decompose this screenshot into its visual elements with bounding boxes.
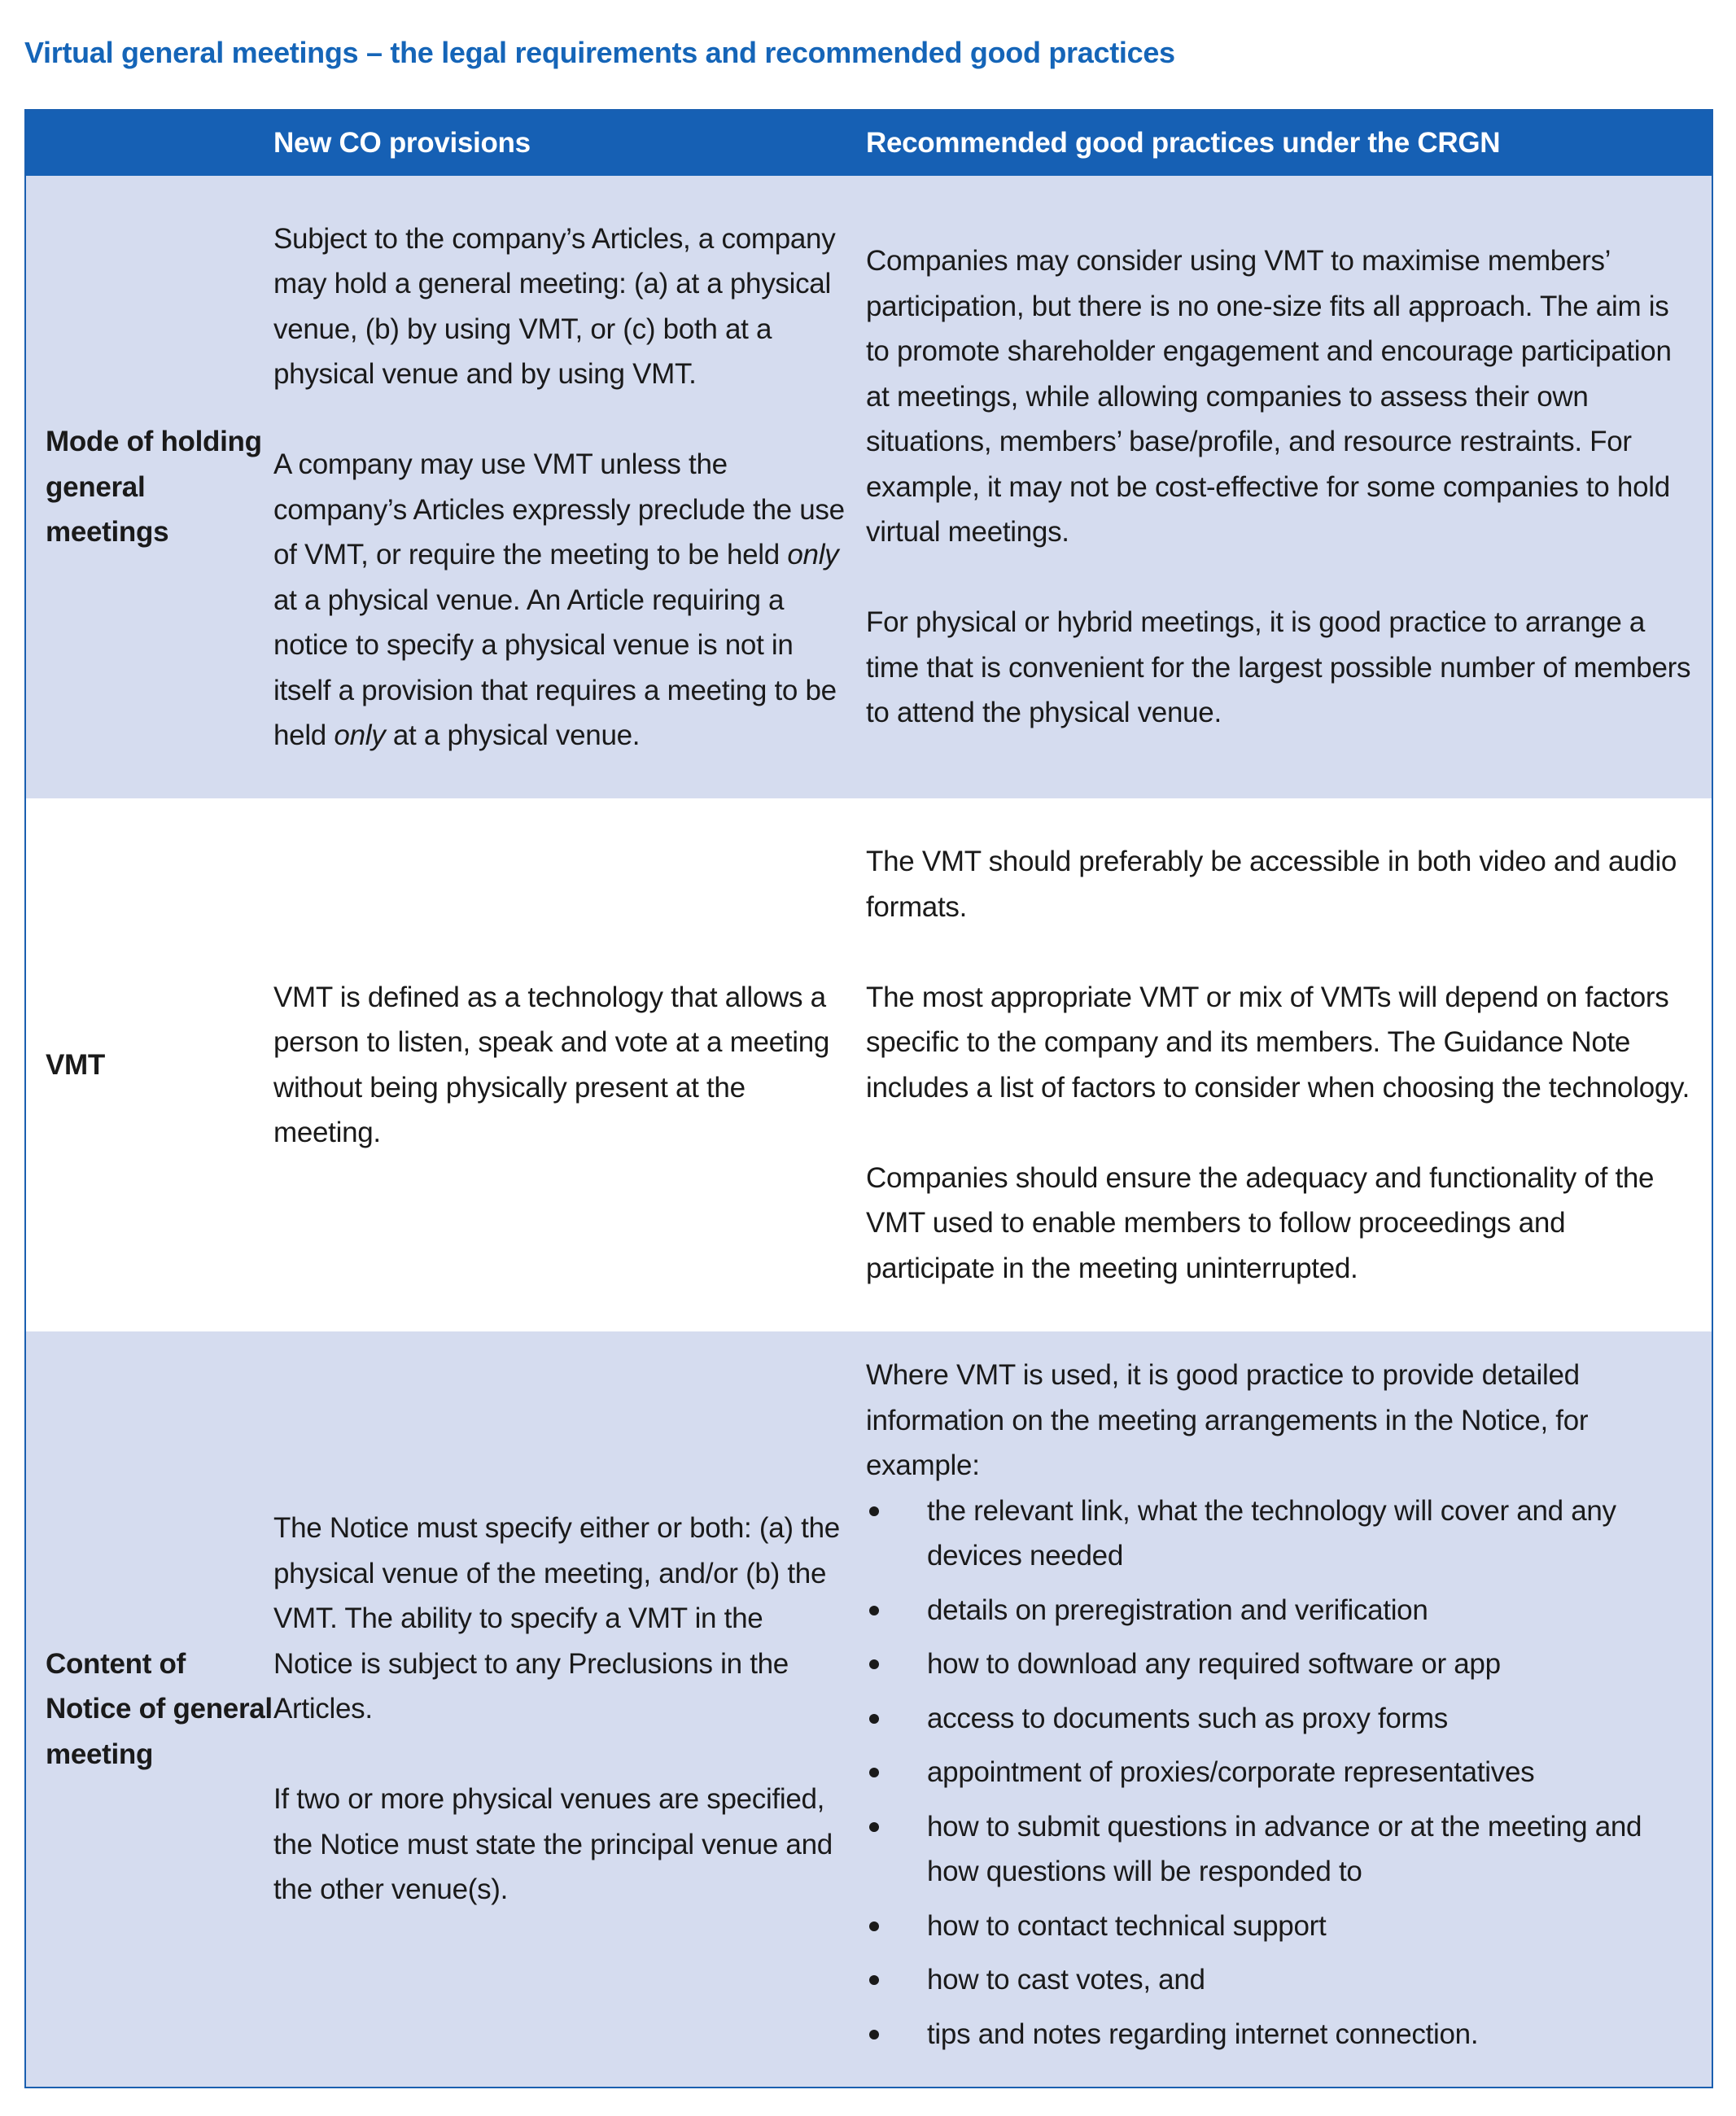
bullet-icon: [869, 1822, 879, 1832]
list-item: [866, 1957, 1697, 2003]
requirements-table: [24, 109, 1713, 2088]
list-item: [866, 1904, 1697, 1949]
page-title: Virtual general meetings – the legal requirements and recommended good practices: [24, 36, 1175, 69]
list-item-text: details on preregistration and verification: [927, 1594, 1428, 1626]
gp-paragraph: Companies may consider using VMT to maximise members’ participation, but there is no one-size fits all approach. The aim is to promote shareholder engagement and encourage participation at meetings, while allowing companies to assess their own situations, members’ base/profile, and resource restraints. For example, it may not be cost-effective for some companies to hold virtual meetings.: [866, 245, 1672, 549]
list-item-text: access to documents such as proxy forms: [927, 1702, 1448, 1734]
co-paragraph: If two or more physical venues are specified, the Notice must state the principal venue and the other venue(s).: [273, 1783, 833, 1906]
good-practice-cell: [866, 798, 1712, 1331]
co-paragraph: A company may use VMT unless the company’s Articles expressly preclude the use of VMT, or require the meeting to be held only at a physical venue. An Article requiring a notice to specify a physical venue is not in itself a provision that requires a meeting to be held only at a physical venue.: [273, 448, 845, 751]
list-item-text: how to cast votes, and: [927, 1964, 1205, 1996]
list-item-text: tips and notes regarding internet connection.: [927, 2018, 1479, 2050]
co-provisions-cell: [273, 1331, 866, 2087]
row-label: Content of Notice of general meeting: [46, 1647, 273, 1770]
bullet-icon: [869, 1506, 879, 1516]
bullet-icon: [869, 1606, 879, 1615]
list-item: [866, 1804, 1697, 1895]
list-item-text: how to submit questions in advance or at the meeting and how questions will be responded to: [927, 1810, 1642, 1887]
row-label: VMT: [46, 1048, 105, 1081]
co-paragraph: VMT is defined as a technology that allows a person to listen, speak and vote at a meeting without being physically present at the meeting.: [273, 981, 830, 1148]
table-row-vmt: [26, 798, 1712, 1331]
list-item: [866, 2012, 1697, 2057]
bullet-icon: [869, 1975, 879, 1985]
list-item: [866, 1642, 1697, 1687]
co-provisions-cell: [273, 176, 866, 798]
table-row-notice: [26, 1331, 1712, 2087]
gp-paragraph: The VMT should preferably be accessible in both video and audio formats.: [866, 846, 1677, 923]
co-paragraph: Subject to the company’s Articles, a company may hold a general meeting: (a) at a physical venue, (b) by using VMT, or (c) both at a physical venue and by using VMT.: [273, 222, 836, 390]
list-item: [866, 1489, 1697, 1579]
list-item: [866, 1750, 1697, 1795]
bullet-icon: [869, 1768, 879, 1777]
list-item-text: how to download any required software or app: [927, 1648, 1501, 1680]
gp-paragraph: Companies should ensure the adequacy and functionality of the VMT used to enable members to follow proceedings and participate in the meeting uninterrupted.: [866, 1161, 1655, 1284]
gp-paragraph: For physical or hybrid meetings, it is good practice to arrange a time that is convenient for the largest possible number of members to attend the physical venue.: [866, 606, 1691, 729]
list-item-text: the relevant link, what the technology will cover and any devices needed: [927, 1494, 1616, 1572]
good-practice-cell: [866, 176, 1712, 798]
list-item-text: appointment of proxies/corporate representatives: [927, 1756, 1535, 1788]
gp-paragraph: The most appropriate VMT or mix of VMTs will depend on factors specific to the company and its members. The Guidance Note includes a list of factors to consider when choosing the technology.: [866, 981, 1690, 1104]
good-practice-cell: [866, 1331, 1712, 2087]
gp-intro: Where VMT is used, it is good practice to provide detailed information on the meeting arrangements in the Notice, for example:: [866, 1359, 1589, 1481]
co-provisions-cell: [273, 798, 866, 1331]
table-row-mode: [26, 176, 1712, 798]
list-item: [866, 1588, 1697, 1633]
row-label: Mode of holding general meetings: [46, 426, 262, 549]
bullet-icon: [869, 1659, 879, 1669]
gp-bullet-list: [866, 1489, 1697, 2066]
bullet-icon: [869, 1714, 879, 1724]
bullet-icon: [869, 1921, 879, 1931]
list-item-text: how to contact technical support: [927, 1909, 1327, 1942]
list-item: [866, 1696, 1697, 1742]
bullet-icon: [869, 2030, 879, 2039]
header-co-provisions: New CO provisions: [273, 127, 531, 159]
header-good-practices: Recommended good practices under the CRGN: [866, 127, 1501, 159]
table-header-row: [26, 111, 1712, 176]
co-paragraph: The Notice must specify either or both: (a) the physical venue of the meeting, and/or (b) the VMT. The ability to specify a VMT in the Notice is subject to any Preclusions in the Articles.: [273, 1512, 840, 1725]
